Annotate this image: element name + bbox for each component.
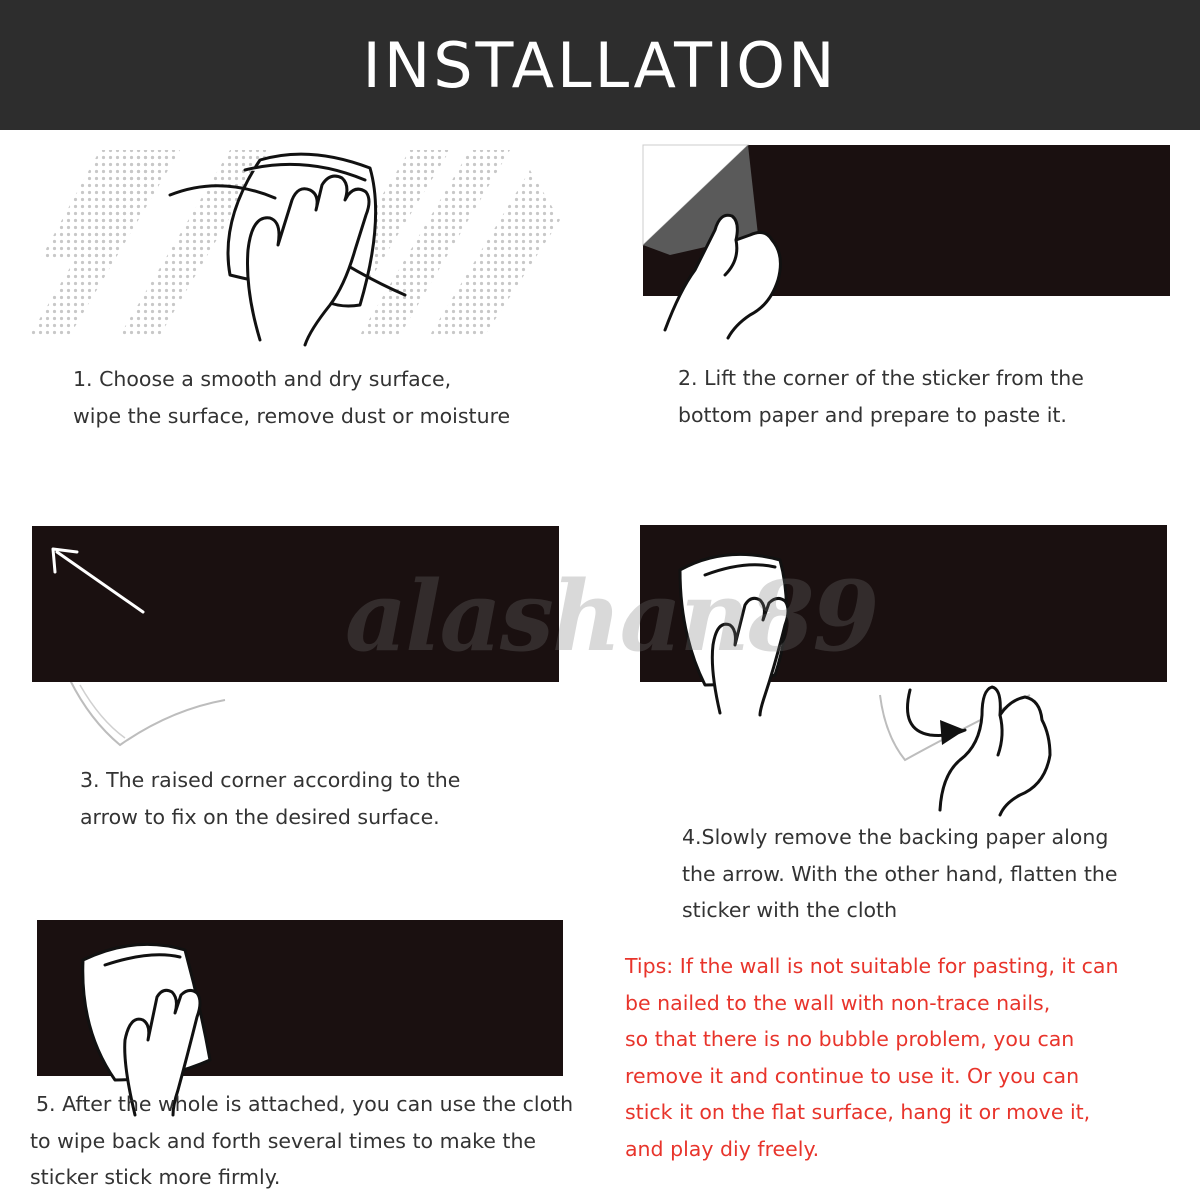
step4-line1: 4.Slowly remove the backing paper along bbox=[682, 825, 1109, 849]
step2-text bbox=[678, 360, 1084, 433]
step4-line2: the arrow. With the other hand, flatten the bbox=[682, 861, 1118, 886]
step5-line2: to wipe back and forth several times to make the bbox=[30, 1128, 537, 1153]
step1-line2: wipe the surface, remove dust or moisture bbox=[73, 403, 511, 428]
step4-text bbox=[682, 819, 1118, 929]
step4-peel-illustration bbox=[870, 675, 1060, 815]
diagonal-arrow-icon bbox=[45, 540, 155, 620]
step5-line3: sticker stick more firmly. bbox=[30, 1165, 281, 1189]
step1-illustration bbox=[30, 140, 570, 350]
step4-line3: sticker with the cloth bbox=[682, 898, 898, 922]
step2-line2: bottom paper and prepare to paste it. bbox=[678, 402, 1067, 427]
tips-line6: and play diy freely. bbox=[625, 1136, 820, 1161]
step5-text bbox=[30, 1086, 573, 1196]
step4-cloth-hand bbox=[665, 545, 815, 715]
step5-line1: 5. After the whole is attached, you can use the cloth bbox=[36, 1092, 574, 1116]
step3-text bbox=[80, 762, 460, 835]
tips-line4: remove it and continue to use it. Or you can bbox=[625, 1063, 1080, 1088]
tips-line2: be nailed to the wall with non-trace nails, bbox=[625, 990, 1051, 1015]
tips-line1: Tips: If the wall is not suitable for pasting, it can bbox=[625, 954, 1119, 978]
step1-line1: 1. Choose a smooth and dry surface, bbox=[73, 367, 452, 391]
header-banner bbox=[0, 0, 1200, 130]
tips-line3: so that there is no bubble problem, you can bbox=[625, 1027, 1075, 1051]
tips-line5: stick it on the flat surface, hang it or move it, bbox=[625, 1100, 1091, 1124]
step1-text bbox=[73, 361, 510, 434]
tips-text bbox=[625, 948, 1118, 1167]
step3-line2: arrow to fix on the desired surface. bbox=[80, 804, 440, 829]
step2-illustration bbox=[640, 140, 800, 340]
hand-wiping-cloth-icon bbox=[680, 554, 788, 715]
watermark: alashan89 bbox=[345, 560, 878, 673]
step3-line1: 3. The raised corner according to the bbox=[80, 768, 461, 792]
step2-line1: 2. Lift the corner of the sticker from the bbox=[678, 366, 1084, 390]
page-title: INSTALLATION bbox=[362, 28, 838, 102]
